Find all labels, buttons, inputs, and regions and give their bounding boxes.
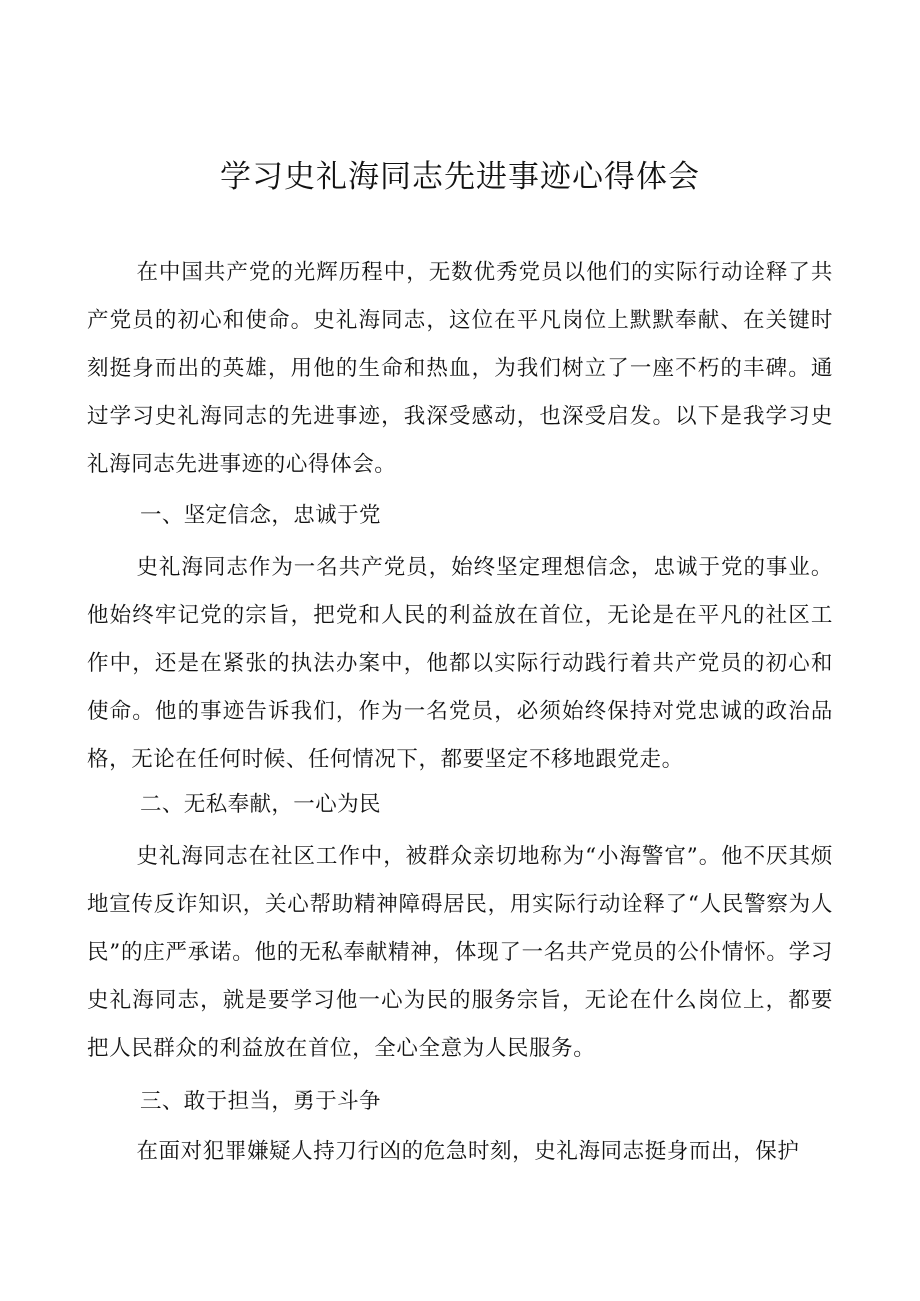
section-paragraph-3: 在面对犯罪嫌疑人持刀行凶的危急时刻，史礼海同志挺身而出，保护 bbox=[136, 1139, 800, 1164]
document-title: 学习史礼海同志先进事迹心得体会 bbox=[220, 159, 700, 195]
section-paragraph-1: 史礼海同志作为一名共产党员，始终坚定理想信念，忠诚于党的事业。他始终牢记党的宗旨，把党和人民的利益放在首位，无论是在平凡的社区工作中，还是在紧张的执法办案中，他都以实际行动践行着共产党员的初心和使命。他的事迹告诉我们，作为一名党员，必须始终保持对党忠诚的政治品格，无论在任何时候、任何情况下，都要坚定不移地跟党走。 bbox=[87, 555, 833, 772]
section-paragraph-2: 史礼海同志在社区工作中，被群众亲切地称为“小海警官”。他不厌其烦地宣传反诈知识，关心帮助精神障碍居民，用实际行动诠释了“人民警察为人民”的庄严承诺。他的无私奉献精神，体现了一名共产党员的公仆情怀。学习史礼海同志，就是要学习他一心为民的服务宗旨，无论在什么岗位上，都要把人民群众的利益放在首位，全心全意为人民服务。 bbox=[87, 844, 833, 1061]
section-heading-1: 一、坚定信念，忠诚于党 bbox=[140, 503, 381, 528]
section-heading-3: 三、敢于担当，勇于斗争 bbox=[140, 1089, 381, 1114]
intro-paragraph: 在中国共产党的光辉历程中，无数优秀党员以他们的实际行动诠释了共产党员的初心和使命。史礼海同志，这位在平凡岗位上默默奉献、在关键时刻挺身而出的英雄，用他的生命和热血，为我们树立了一座不朽的丰碑。通过学习史礼海同志的先进事迹，我深受感动，也深受启发。以下是我学习史礼海同志先进事迹的心得体会。 bbox=[87, 260, 833, 477]
section-heading-2: 二、无私奉献，一心为民 bbox=[140, 792, 381, 817]
